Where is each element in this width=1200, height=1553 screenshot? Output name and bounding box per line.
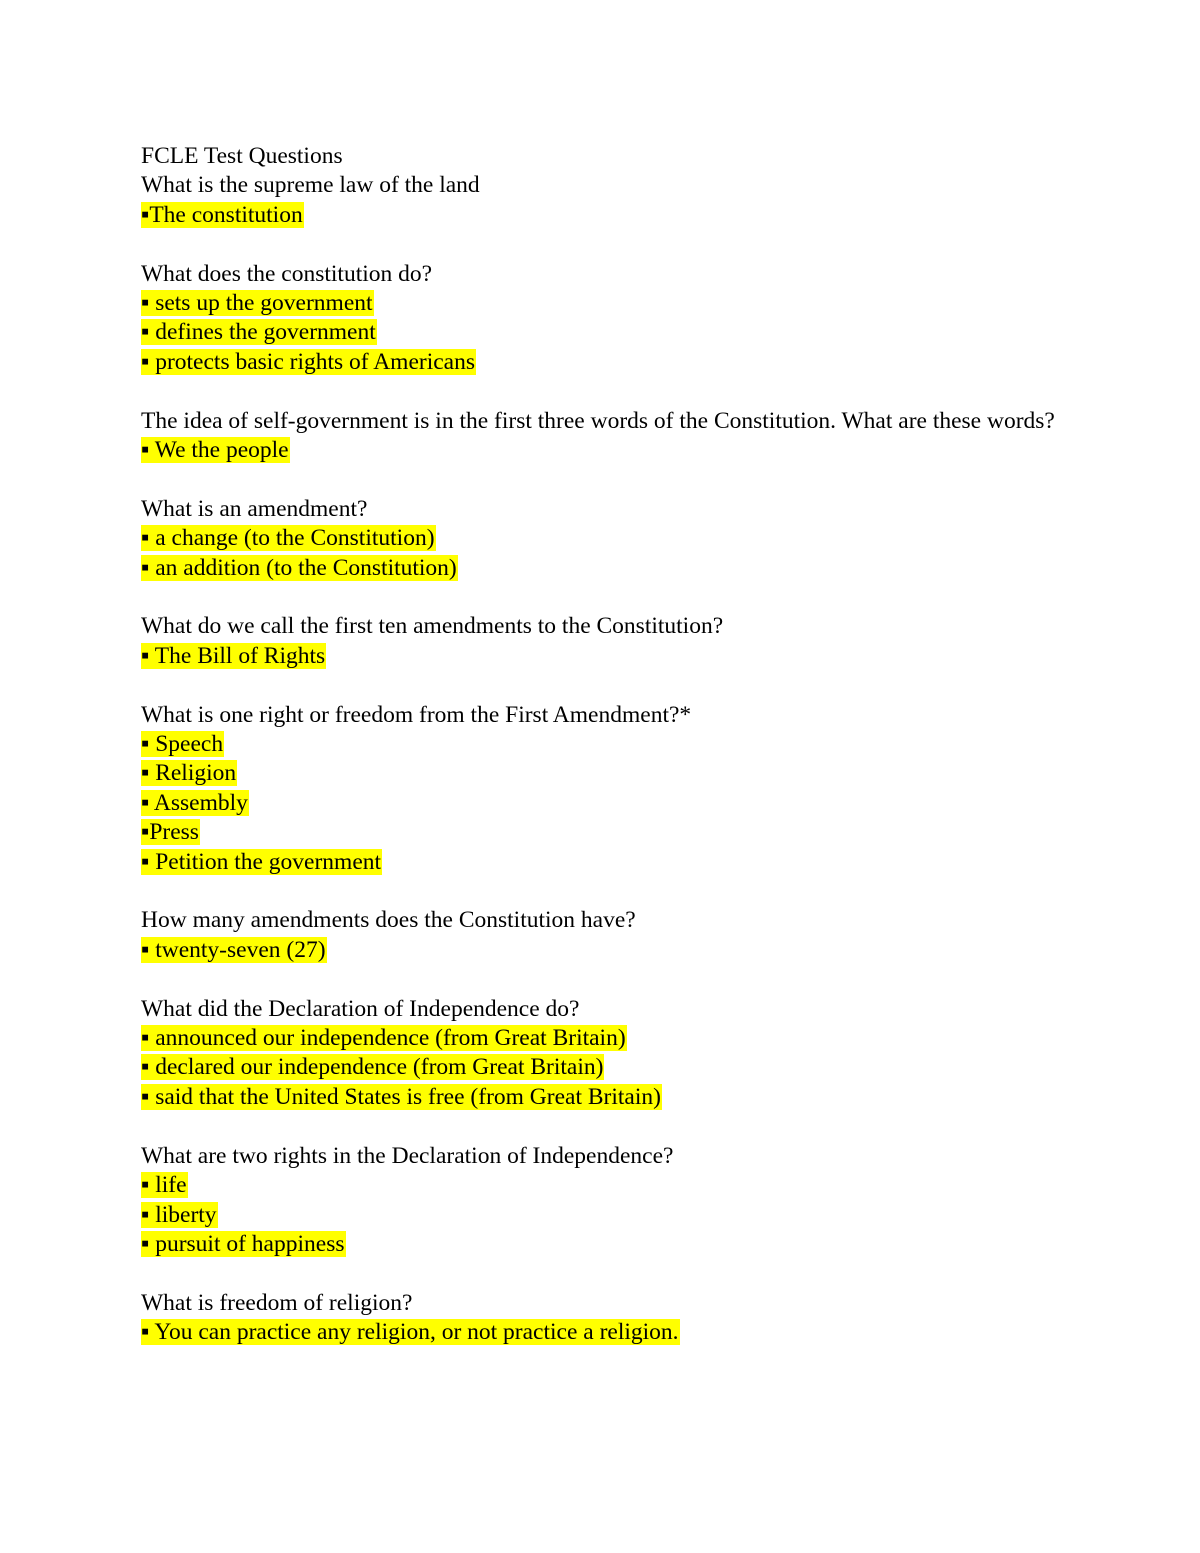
highlighted-answer: ▪ protects basic rights of Americans	[141, 348, 475, 375]
qa-block-9	[141, 1142, 1071, 1260]
qa-block-1	[141, 171, 1071, 230]
answer-5-1	[141, 642, 1071, 671]
answer-9-1	[141, 1171, 1071, 1200]
answer-4-2	[141, 554, 1071, 583]
answer-10-1	[141, 1318, 1071, 1347]
qa-block-3	[141, 407, 1071, 466]
question-8: What did the Declaration of Independence do?	[141, 995, 580, 1022]
highlighted-answer: ▪ Assembly	[141, 789, 248, 816]
answer-1-1	[141, 201, 1071, 230]
highlighted-answer: ▪ announced our independence (from Great Britain)	[141, 1025, 626, 1052]
answer-9-2	[141, 1201, 1071, 1230]
qa-block-10	[141, 1289, 1071, 1348]
answer-7-1	[141, 936, 1071, 965]
highlighted-answer: ▪ We the people	[141, 437, 289, 464]
highlighted-answer: ▪ an addition (to the Constitution)	[141, 554, 457, 581]
highlighted-answer: ▪ Speech	[141, 731, 224, 758]
highlighted-answer: ▪ twenty-seven (27)	[141, 936, 326, 963]
answer-6-3	[141, 789, 1071, 818]
qa-block-4	[141, 495, 1071, 583]
answer-6-4	[141, 818, 1071, 847]
highlighted-answer: ▪ said that the United States is free (from Great Britain)	[141, 1083, 661, 1110]
question-7: How many amendments does the Constitution have?	[141, 907, 636, 934]
question-4: What is an amendment?	[141, 495, 368, 522]
answer-2-1	[141, 289, 1071, 318]
question-3: The idea of self-government is in the first three words of the Constitution. What are these words?	[141, 407, 1055, 434]
answer-6-1	[141, 730, 1071, 759]
highlighted-answer: ▪ Petition the government	[141, 848, 382, 875]
highlighted-answer: ▪ The Bill of Rights	[141, 642, 326, 669]
highlighted-answer: ▪ a change (to the Constitution)	[141, 525, 435, 552]
answer-8-1	[141, 1024, 1071, 1053]
answer-9-3	[141, 1230, 1071, 1259]
answer-6-2	[141, 759, 1071, 788]
answer-4-1	[141, 524, 1071, 553]
answer-8-3	[141, 1083, 1071, 1112]
highlighted-answer: ▪ Religion	[141, 760, 237, 787]
highlighted-answer: ▪ sets up the government	[141, 290, 373, 317]
question-2: What does the constitution do?	[141, 260, 433, 287]
highlighted-answer: ▪ declared our independence (from Great Britain)	[141, 1054, 604, 1081]
highlighted-answer: ▪ life	[141, 1172, 187, 1199]
highlighted-answer: ▪ pursuit of happiness	[141, 1230, 345, 1257]
highlighted-answer: ▪ defines the government	[141, 319, 376, 346]
answer-6-5	[141, 848, 1071, 877]
highlighted-answer: ▪The constitution	[141, 201, 303, 228]
question-9: What are two rights in the Declaration of Independence?	[141, 1142, 674, 1169]
qa-block-2	[141, 260, 1071, 378]
highlighted-answer: ▪ You can practice any religion, or not practice a religion.	[141, 1319, 679, 1346]
document-page	[141, 142, 1071, 1377]
qa-block-8	[141, 995, 1071, 1113]
answer-2-3	[141, 348, 1071, 377]
question-1: What is the supreme law of the land	[141, 172, 480, 199]
answer-2-2	[141, 318, 1071, 347]
question-5: What do we call the first ten amendments to the Constitution?	[141, 613, 724, 640]
document-title: FCLE Test Questions	[141, 143, 343, 169]
question-10: What is freedom of religion?	[141, 1289, 413, 1316]
answer-3-1	[141, 436, 1071, 465]
qa-block-7	[141, 906, 1071, 965]
qa-block-6	[141, 701, 1071, 877]
answer-8-2	[141, 1053, 1071, 1082]
highlighted-answer: ▪ liberty	[141, 1201, 217, 1228]
qa-block-5	[141, 612, 1071, 671]
highlighted-answer: ▪Press	[141, 819, 199, 846]
question-6: What is one right or freedom from the First Amendment?*	[141, 701, 692, 728]
